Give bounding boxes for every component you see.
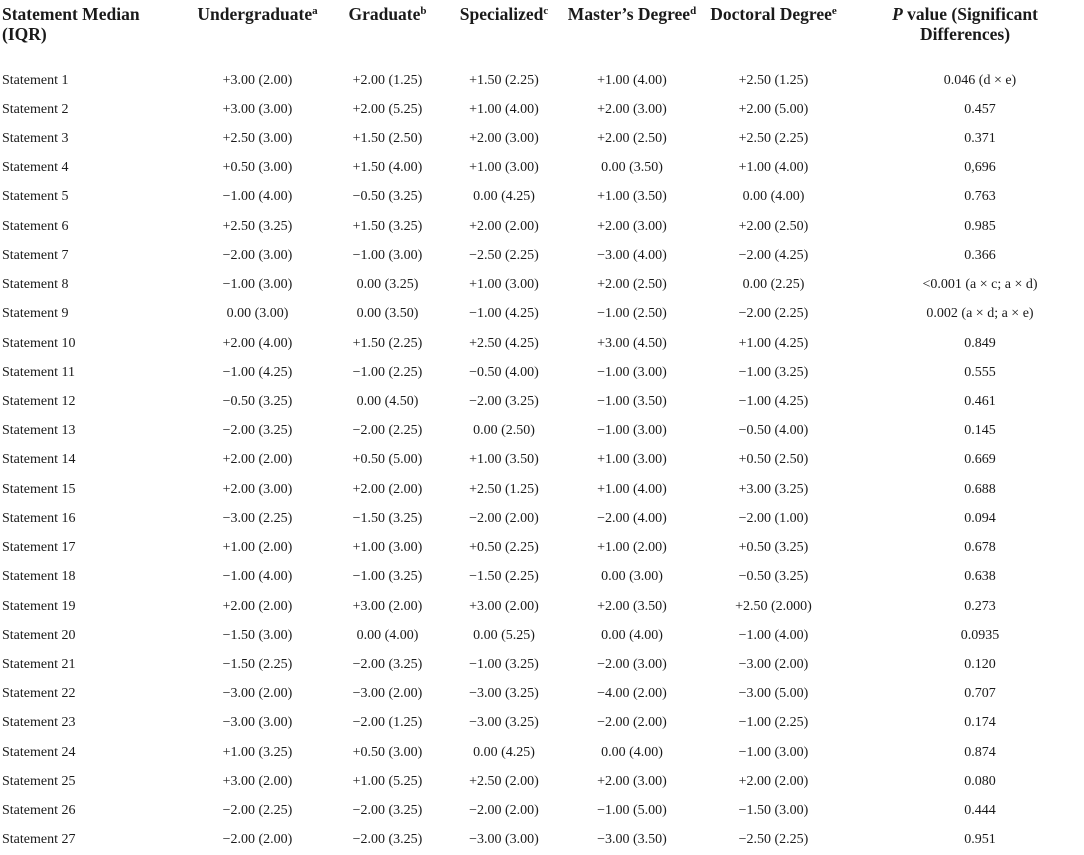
table-row [0, 738, 1084, 767]
p-value: 0.461 [964, 394, 996, 410]
masters-value: +2.00 (3.00) [597, 101, 667, 117]
p-value: 0.371 [964, 131, 996, 147]
undergraduate-value: −2.00 (2.00) [222, 832, 293, 848]
table-row [0, 621, 1084, 650]
footnote-marker: e [831, 5, 837, 17]
p-value: 0.457 [964, 101, 996, 117]
statement-label: Statement 2 [2, 101, 69, 117]
doctoral-value: +1.00 (4.00) [738, 160, 809, 176]
undergraduate-value: −1.00 (4.00) [222, 189, 293, 205]
masters-value: −1.00 (3.50) [597, 394, 667, 410]
statement-label: Statement 7 [2, 247, 69, 263]
doctoral-value: +1.00 (4.25) [738, 335, 809, 351]
header-undergraduate: Undergraduate$^a$ [197, 4, 318, 24]
specialized-value: 0.00 (2.50) [473, 423, 535, 439]
statement-label: Statement 6 [2, 218, 69, 234]
graduate-value: −1.00 (2.25) [352, 364, 423, 380]
footnote-marker: b [420, 5, 427, 17]
table-row [0, 446, 1084, 475]
specialized-value: −1.00 (3.25) [469, 656, 539, 672]
p-value: 0.366 [964, 247, 996, 263]
doctoral-value: −1.00 (2.25) [738, 715, 809, 731]
table-row [0, 358, 1084, 387]
table-row [0, 563, 1084, 592]
header-graduate: Graduate$^b$ [348, 4, 427, 24]
masters-value: +2.00 (2.50) [597, 131, 667, 147]
table-row [0, 154, 1084, 183]
statement-label: Statement 27 [2, 832, 76, 848]
table-row [0, 475, 1084, 504]
specialized-value: +1.00 (4.00) [469, 101, 539, 117]
undergraduate-value: +2.00 (2.00) [222, 598, 293, 614]
statement-label: Statement 14 [2, 452, 76, 468]
masters-value: −1.00 (5.00) [597, 803, 667, 819]
specialized-value: +1.00 (3.50) [469, 452, 539, 468]
p-value: 0.763 [964, 189, 996, 205]
statement-label: Statement 25 [2, 773, 76, 789]
undergraduate-value: +1.00 (3.25) [222, 744, 293, 760]
graduate-value: +2.00 (1.25) [352, 72, 423, 88]
doctoral-value: −2.50 (2.25) [738, 832, 809, 848]
graduate-value: 0.00 (4.50) [356, 394, 419, 410]
undergraduate-value: −1.00 (3.00) [222, 277, 293, 293]
statement-label: Statement 3 [2, 131, 69, 147]
header-p-value: P value (Significant Differences) [892, 4, 1038, 44]
p-value: 0.849 [964, 335, 996, 351]
specialized-value: +2.50 (2.00) [469, 773, 539, 789]
p-value: 0.707 [964, 686, 996, 702]
specialized-value: 0.00 (5.25) [473, 627, 535, 643]
statement-label: Statement 17 [2, 540, 76, 556]
table-row [0, 95, 1084, 124]
table-header [0, 0, 1084, 60]
table-row [0, 241, 1084, 270]
undergraduate-value: −1.50 (3.00) [222, 627, 293, 643]
doctoral-value: +2.00 (2.50) [738, 218, 809, 234]
undergraduate-value: +3.00 (2.00) [222, 72, 293, 88]
masters-value: +1.00 (2.00) [597, 540, 667, 556]
graduate-value: 0.00 (3.50) [356, 306, 419, 322]
doctoral-value: −2.00 (4.25) [738, 247, 809, 263]
graduate-value: −3.00 (2.00) [352, 686, 423, 702]
p-value: 0.951 [964, 832, 996, 848]
table-row [0, 387, 1084, 416]
doctoral-value: +0.50 (2.50) [738, 452, 809, 468]
graduate-value: 0.00 (4.00) [356, 627, 419, 643]
statement-label: Statement 11 [2, 364, 75, 380]
masters-value: 0.00 (3.00) [601, 569, 663, 585]
doctoral-value: +0.50 (3.25) [738, 540, 809, 556]
graduate-value: −2.00 (2.25) [352, 423, 423, 439]
table-row [0, 534, 1084, 563]
graduate-value: +0.50 (3.00) [352, 744, 423, 760]
doctoral-value: +2.00 (2.00) [738, 773, 809, 789]
statement-label: Statement 13 [2, 423, 76, 439]
undergraduate-value: +2.50 (3.00) [222, 131, 293, 147]
statement-label: Statement 8 [2, 277, 69, 293]
specialized-value: −2.00 (2.00) [469, 510, 539, 526]
statement-label: Statement 16 [2, 510, 76, 526]
p-value: 0.120 [964, 656, 996, 672]
specialized-value: 0.00 (4.25) [473, 744, 535, 760]
p-value: 0.273 [964, 598, 996, 614]
doctoral-value: 0.00 (4.00) [742, 189, 805, 205]
p-value: 0.145 [964, 423, 996, 439]
graduate-value: −2.00 (1.25) [352, 715, 423, 731]
undergraduate-value: +2.00 (3.00) [222, 481, 293, 497]
table-row [0, 271, 1084, 300]
doctoral-value: 0.00 (2.25) [742, 277, 805, 293]
statement-label: Statement 4 [2, 160, 69, 176]
undergraduate-value: −3.00 (2.00) [222, 686, 293, 702]
doctoral-value: −2.00 (2.25) [738, 306, 809, 322]
specialized-value: +3.00 (2.00) [469, 598, 539, 614]
graduate-value: −2.00 (3.25) [352, 832, 423, 848]
doctoral-value: +2.50 (1.25) [738, 72, 809, 88]
specialized-value: +0.50 (2.25) [469, 540, 539, 556]
graduate-value: +1.50 (2.25) [352, 335, 423, 351]
p-value: 0.094 [964, 510, 996, 526]
specialized-value: +2.50 (4.25) [469, 335, 539, 351]
undergraduate-value: −2.00 (2.25) [222, 803, 293, 819]
specialized-value: −3.00 (3.00) [469, 832, 539, 848]
p-value: 0.002 (a × d; a × e) [926, 306, 1034, 322]
p-value: 0,696 [964, 160, 996, 176]
masters-value: +2.00 (3.00) [597, 773, 667, 789]
specialized-value: −3.00 (3.25) [469, 686, 539, 702]
footnote-marker: d [690, 5, 697, 17]
undergraduate-value: +3.00 (2.00) [222, 773, 293, 789]
masters-value: +1.00 (3.50) [597, 189, 667, 205]
graduate-value: +2.00 (2.00) [352, 481, 423, 497]
masters-value: −1.00 (3.00) [597, 423, 667, 439]
doctoral-value: −0.50 (4.00) [738, 423, 809, 439]
graduate-value: +0.50 (5.00) [352, 452, 423, 468]
graduate-value: +1.50 (2.50) [352, 131, 423, 147]
specialized-value: −2.00 (3.25) [469, 394, 539, 410]
graduate-value: +1.50 (3.25) [352, 218, 423, 234]
undergraduate-value: −3.00 (3.00) [222, 715, 293, 731]
undergraduate-value: +3.00 (3.00) [222, 101, 293, 117]
masters-value: 0.00 (4.00) [601, 744, 663, 760]
specialized-value: +1.00 (3.00) [469, 277, 539, 293]
doctoral-value: −1.00 (4.00) [738, 627, 809, 643]
table-row [0, 592, 1084, 621]
statement-label: Statement 12 [2, 394, 76, 410]
graduate-value: −2.00 (3.25) [352, 656, 423, 672]
table-row [0, 212, 1084, 241]
statement-label: Statement 24 [2, 744, 76, 760]
header-masters-degree: Master’s Degree$^d$ [567, 4, 697, 24]
specialized-value: −1.00 (4.25) [469, 306, 539, 322]
p-value: 0.874 [964, 744, 996, 760]
graduate-value: +1.00 (3.00) [352, 540, 423, 556]
statement-label: Statement 26 [2, 803, 76, 819]
statement-label: Statement 20 [2, 627, 76, 643]
graduate-value: −2.00 (3.25) [352, 803, 423, 819]
p-value: 0.669 [964, 452, 996, 468]
specialized-value: 0.00 (4.25) [473, 189, 535, 205]
masters-value: −2.00 (2.00) [597, 715, 667, 731]
specialized-value: −3.00 (3.25) [469, 715, 539, 731]
masters-value: +3.00 (4.50) [597, 335, 667, 351]
doctoral-value: −3.00 (2.00) [738, 656, 809, 672]
table-row [0, 60, 1084, 95]
table-row [0, 504, 1084, 533]
p-value: 0.985 [964, 218, 996, 234]
undergraduate-value: 0.00 (3.00) [226, 306, 289, 322]
masters-value: 0.00 (4.00) [601, 627, 663, 643]
undergraduate-value: +1.00 (2.00) [222, 540, 293, 556]
masters-value: 0.00 (3.50) [601, 160, 663, 176]
statement-label: Statement 10 [2, 335, 76, 351]
graduate-value: +1.00 (5.25) [352, 773, 423, 789]
doctoral-value: +3.00 (3.25) [738, 481, 809, 497]
statement-label: Statement 18 [2, 569, 76, 585]
p-value: 0.080 [964, 773, 996, 789]
specialized-value: −0.50 (4.00) [469, 364, 539, 380]
doctoral-value: −2.00 (1.00) [738, 510, 809, 526]
statement-label: Statement 21 [2, 656, 76, 672]
undergraduate-value: +2.50 (3.25) [222, 218, 293, 234]
table-row [0, 826, 1084, 855]
undergraduate-value: −2.00 (3.25) [222, 423, 293, 439]
p-value: 0.688 [964, 481, 996, 497]
masters-value: −2.00 (3.00) [597, 656, 667, 672]
p-value: 0.0935 [960, 627, 1000, 643]
masters-value: +1.00 (4.00) [597, 72, 667, 88]
graduate-value: +3.00 (2.00) [352, 598, 423, 614]
specialized-value: +1.00 (3.00) [469, 160, 539, 176]
graduate-value: −1.50 (3.25) [352, 510, 423, 526]
table-row [0, 650, 1084, 679]
masters-value: +2.00 (3.50) [597, 598, 667, 614]
statement-label: Statement 22 [2, 686, 76, 702]
undergraduate-value: −1.00 (4.25) [222, 364, 293, 380]
table-row [0, 680, 1084, 709]
table-row [0, 709, 1084, 738]
specialized-value: +1.50 (2.25) [469, 72, 539, 88]
specialized-value: −1.50 (2.25) [469, 569, 539, 585]
graduate-value: −1.00 (3.00) [352, 247, 423, 263]
masters-value: +1.00 (4.00) [597, 481, 667, 497]
header-specialized: Specialized$^c$ [459, 4, 549, 24]
p-value: 0.444 [964, 803, 996, 819]
doctoral-value: +2.50 (2.25) [738, 131, 809, 147]
header-row [0, 0, 1084, 60]
doctoral-value: −0.50 (3.25) [738, 569, 809, 585]
doctoral-value: −1.00 (3.00) [738, 744, 809, 760]
p-value: <0.001 (a × c; a × d) [922, 277, 1038, 293]
doctoral-value: +2.50 (2.000) [735, 598, 812, 614]
masters-value: −3.00 (3.50) [597, 832, 667, 848]
table-row [0, 417, 1084, 446]
footnote-marker: c [543, 5, 549, 17]
header-statement: Statement Median (IQR) [2, 4, 140, 44]
p-value: 0.678 [964, 540, 996, 556]
graduate-value: 0.00 (3.25) [356, 277, 419, 293]
statement-label: Statement 1 [2, 72, 69, 88]
doctoral-value: +2.00 (5.00) [738, 101, 809, 117]
undergraduate-value: −1.50 (2.25) [222, 656, 293, 672]
p-value: 0.046 (d × e) [943, 72, 1017, 88]
table-row [0, 796, 1084, 825]
header-doctoral-degree: Doctoral Degree$^e$ [710, 4, 837, 24]
p-value: 0.555 [964, 364, 996, 380]
specialized-value: +2.00 (2.00) [469, 218, 539, 234]
table-row [0, 183, 1084, 212]
masters-value: −4.00 (2.00) [597, 686, 667, 702]
undergraduate-value: −0.50 (3.25) [222, 394, 293, 410]
undergraduate-value: −3.00 (2.25) [222, 510, 293, 526]
table-row [0, 300, 1084, 329]
graduate-value: +2.00 (5.25) [352, 101, 423, 117]
statement-label: Statement 9 [2, 306, 69, 322]
table-body [0, 60, 1084, 855]
specialized-value: +2.00 (3.00) [469, 131, 539, 147]
table-row [0, 767, 1084, 796]
graduate-value: +1.50 (4.00) [352, 160, 423, 176]
specialized-value: +2.50 (1.25) [469, 481, 539, 497]
undergraduate-value: −1.00 (4.00) [222, 569, 293, 585]
undergraduate-value: +2.00 (4.00) [222, 335, 293, 351]
doctoral-value: −3.00 (5.00) [738, 686, 809, 702]
graduate-value: −0.50 (3.25) [352, 189, 423, 205]
undergraduate-value: +2.00 (2.00) [222, 452, 293, 468]
masters-value: +2.00 (2.50) [597, 277, 667, 293]
masters-value: −3.00 (4.00) [597, 247, 667, 263]
specialized-value: −2.50 (2.25) [469, 247, 539, 263]
footnote-marker: a [312, 5, 318, 17]
table-row [0, 124, 1084, 153]
statement-label: Statement 23 [2, 715, 76, 731]
p-value: 0.174 [964, 715, 996, 731]
statement-label: Statement 19 [2, 598, 76, 614]
masters-value: +2.00 (3.00) [597, 218, 667, 234]
graduate-value: −1.00 (3.25) [352, 569, 423, 585]
undergraduate-value: −2.00 (3.00) [222, 247, 293, 263]
undergraduate-value: +0.50 (3.00) [222, 160, 293, 176]
masters-value: −1.00 (3.00) [597, 364, 667, 380]
statement-label: Statement 15 [2, 481, 76, 497]
doctoral-value: −1.00 (4.25) [738, 394, 809, 410]
doctoral-value: −1.00 (3.25) [738, 364, 809, 380]
statement-label: Statement 5 [2, 189, 69, 205]
doctoral-value: −1.50 (3.00) [738, 803, 809, 819]
table-row [0, 329, 1084, 358]
masters-value: +1.00 (3.00) [597, 452, 667, 468]
masters-value: −1.00 (2.50) [597, 306, 667, 322]
masters-value: −2.00 (4.00) [597, 510, 667, 526]
specialized-value: −2.00 (2.00) [469, 803, 539, 819]
p-value: 0.638 [964, 569, 996, 585]
